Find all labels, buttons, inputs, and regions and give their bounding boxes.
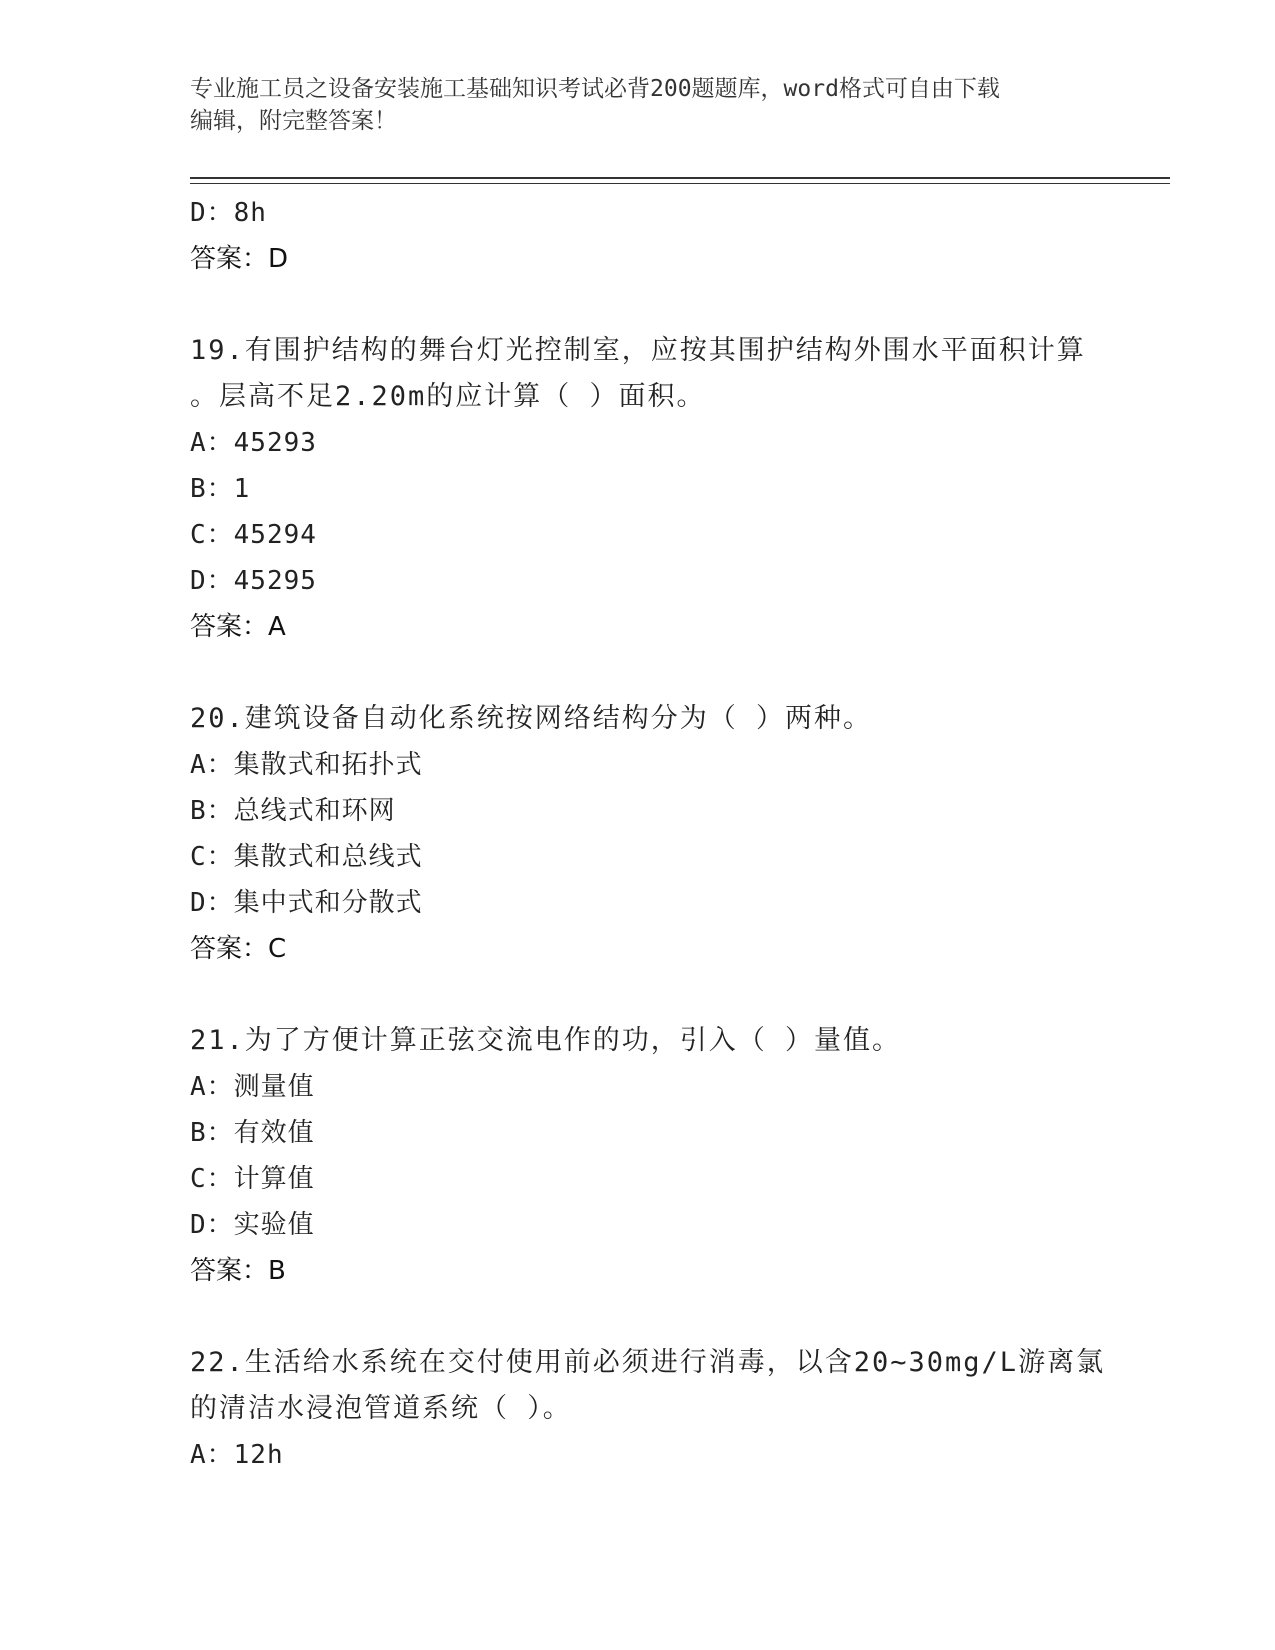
header-divider-thick <box>190 177 1170 179</box>
question-text: 19.有围护结构的舞台灯光控制室，应按其围护结构外围水平面积计算 <box>190 335 1086 366</box>
answer-line: 答案：D <box>190 244 289 274</box>
question-22 <box>190 1340 1130 1478</box>
question-text-continued: 。层高不足2.20m的应计算（ ）面积。 <box>190 381 706 412</box>
option-c: C：集散式和总线式 <box>190 842 423 872</box>
option-b: B：1 <box>190 474 251 504</box>
option-d: D：实验值 <box>190 1210 315 1240</box>
header-divider-thin <box>190 183 1170 184</box>
answer-line: 答案：B <box>190 1256 286 1286</box>
header-line-2: 编辑，附完整答案！ <box>190 108 397 134</box>
option-b: B：有效值 <box>190 1118 315 1148</box>
document-header <box>190 73 1090 137</box>
question-text: 20.建筑设备自动化系统按网络结构分为（ ）两种。 <box>190 703 873 734</box>
option-d: D：集中式和分散式 <box>190 888 423 918</box>
answer-line: 答案：C <box>190 934 287 964</box>
option-a: A：集散式和拓扑式 <box>190 750 423 780</box>
header-line-1: 专业施工员之设备安装施工基础知识考试必背200题题库，word格式可自由下载 <box>190 76 1000 102</box>
option-d: D：45295 <box>190 566 317 596</box>
option-a: A：12h <box>190 1440 284 1470</box>
question-21 <box>190 1018 1130 1294</box>
option-b: B：总线式和环网 <box>190 796 396 826</box>
question-text: 22.生活给水系统在交付使用前必须进行消毒，以含20~30mg/L游离氯 <box>190 1347 1106 1378</box>
answer-line: 答案：A <box>190 612 286 642</box>
option-d: D：8h <box>190 198 267 228</box>
option-c: C：45294 <box>190 520 317 550</box>
question-20 <box>190 696 1130 972</box>
option-a: A：测量值 <box>190 1072 315 1102</box>
question-text-continued: 的清洁水浸泡管道系统（ ）。 <box>190 1393 572 1424</box>
option-a: A：45293 <box>190 428 317 458</box>
option-c: C：计算值 <box>190 1164 315 1194</box>
question-list <box>190 190 1130 1478</box>
question-19 <box>190 328 1130 650</box>
question-text: 21.为了方便计算正弦交流电作的功，引入（ ）量值。 <box>190 1025 902 1056</box>
